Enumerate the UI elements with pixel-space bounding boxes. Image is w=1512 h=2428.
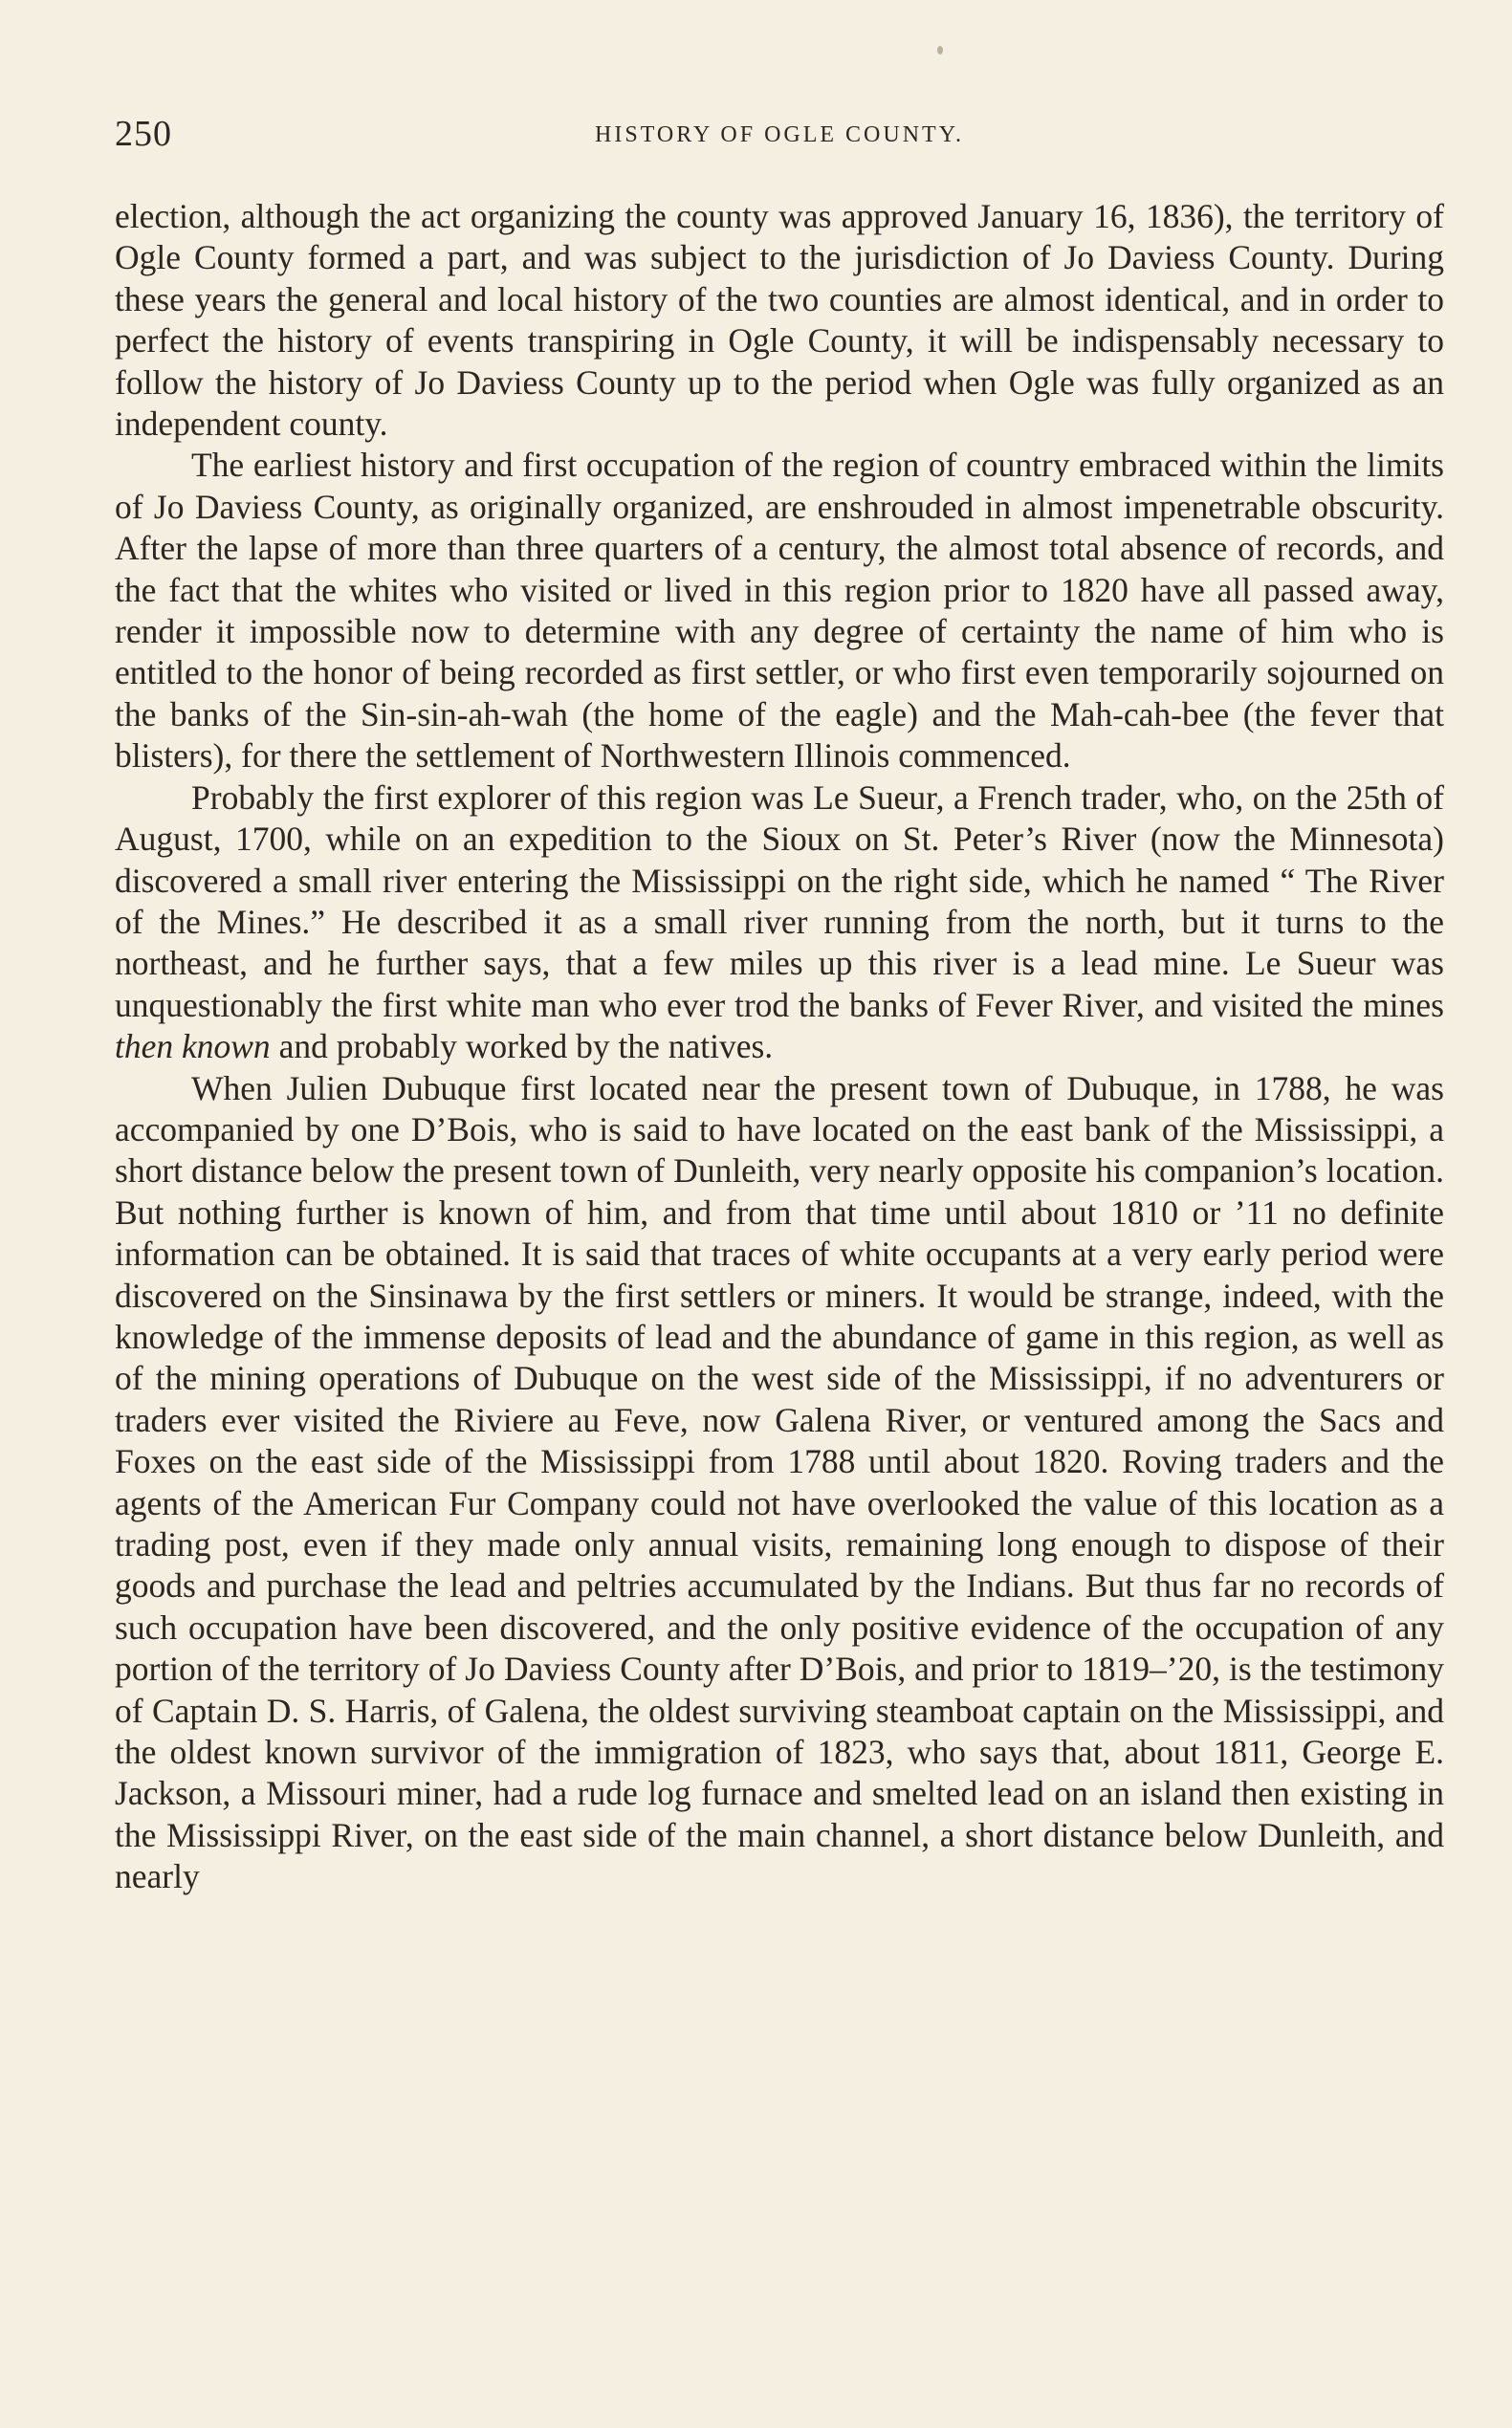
italic-text: then known [115, 1027, 271, 1066]
paragraph [115, 777, 1444, 1068]
body-text [115, 196, 1444, 1898]
paragraph-text: The earliest history and first occupation of the region of country embraced within the limits of Jo Daviess County, as originally organized, are enshrouded in almost impenetrable obscurity. After the lapse of more than three quarters of a century, the almost total absence of records, and the fact that the whites who visited or lived in this region prior to 1820 have all passed away, render it impossible now to determine with any degree of certainty the name of him who is entitled to the honor of being recorded as first settler, or who first even temporarily sojourned on the banks of the Sin-sin-ah-wah (the home of the eagle) and the Mah-cah-bee (the fever that blisters), for there the settlement of Northwestern Illinois commenced. [115, 446, 1444, 776]
running-head: HISTORY OF OGLE COUNTY. [595, 122, 964, 147]
print-speck [937, 46, 943, 55]
paragraph-text: election, although the act organizing the county was approved January 16, 1836), the territory of Ogle County formed a part, and was subject to the jurisdiction of Jo Daviess County. During these years the general and local history of the two counties are almost identical, and in order to perfect the history of events transpiring in Ogle County, it will be indispensably necessary to follow the history of Jo Daviess County up to the period when Ogle was fully organized as an independent county. [115, 197, 1444, 444]
paragraph-text: Probably the first explorer of this region was Le Sueur, a French trader, who, on the 25th of August, 1700, while on an expedition to the Sioux on St. Peter’s River (now the Minnesota) discovered a small river entering the Mississippi on the right side, which he named “ The River of the Mines.” He described it as a small river running from the north, but it turns to the northeast, and he further says, that a few miles up this river is a lead mine. Le Sueur was unquestionably the first white man who ever trod the banks of Fever River, and visited the mines [115, 777, 1444, 1024]
page-header [115, 113, 1444, 161]
paragraph [115, 1068, 1444, 1898]
paragraph-text: When Julien Dubuque first located near the present town of Dubuque, in 1788, he was accompanied by one D’Bois, who is said to have located on the east bank of the Mississippi, a short distance below the present town of Dunleith, very nearly opposite his companion’s location. But nothing further is known of him, and from that time until about 1810 or ’11 no definite information can be obtained. It is said that traces of white occupants at a very early period were discovered on the Sinsinawa by the first settlers or miners. It would be strange, indeed, with the knowledge of the immense deposits of lead and the abundance of game in this region, as well as of the mining operations of Dubuque on the west side of the Mississippi, if no adventurers or traders ever visited the Riviere au Feve, now Galena River, or ventured among the Sacs and Foxes on the east side of the Mississippi from 1788 until about 1820. Roving traders and the agents of the American Fur Company could not have overlooked the value of this location as a trading post, even if they made only annual visits, remaining long enough to dispose of their goods and purchase the lead and peltries accumulated by the Indians. But thus far no records of such occupation have been discovered, and the only positive evidence of the occupation of any portion of the territory of Jo Daviess County after D’Bois, and prior to 1819–’20, is the testimony of Captain D. S. Harris, of Galena, the oldest surviving steamboat captain on the Mississippi, and the oldest known survivor of the immigration of 1823, who says that, about 1811, George E. Jackson, a Missouri miner, had a rude log furnace and smelted lead on an island then existing in the Mississippi River, on the east side of the main channel, a short distance below Dunleith, and nearly [115, 1068, 1444, 1896]
page-number: 250 [115, 114, 172, 154]
paragraph-text: and probably worked by the natives. [270, 1027, 774, 1066]
paragraph [115, 196, 1444, 445]
paragraph [115, 445, 1444, 777]
